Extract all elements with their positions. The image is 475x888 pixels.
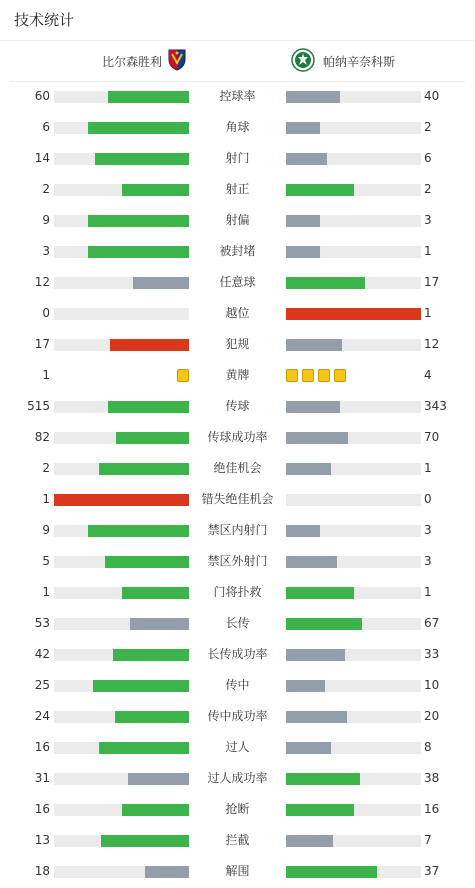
home-stat-value: 25 bbox=[34, 678, 50, 692]
home-stat-value: 1 bbox=[42, 492, 50, 506]
away-stat-value: 1 bbox=[424, 244, 432, 258]
home-stat-value: 6 bbox=[42, 120, 50, 134]
away-stat-bar bbox=[286, 835, 421, 847]
home-stat-value: 3 bbox=[42, 244, 50, 258]
away-stat-bar-fill bbox=[286, 618, 362, 630]
stat-label: 传中成功率 bbox=[207, 709, 268, 723]
away-stat-bar bbox=[286, 618, 421, 630]
away-stat-value: 33 bbox=[424, 647, 440, 661]
away-stat-bar-fill bbox=[286, 773, 360, 785]
away-team-header[interactable] bbox=[291, 46, 395, 76]
away-stat-value: 1 bbox=[424, 306, 432, 320]
away-stat-bar-fill bbox=[286, 401, 340, 413]
away-stat-value: 38 bbox=[424, 771, 440, 785]
stat-row bbox=[0, 763, 475, 794]
stat-row bbox=[0, 453, 475, 484]
away-stat-bar-fill bbox=[286, 122, 320, 134]
away-stat-bar bbox=[286, 556, 421, 568]
stat-label: 传球成功率 bbox=[207, 430, 268, 444]
home-stat-value: 16 bbox=[34, 740, 50, 754]
home-stat-bar bbox=[54, 277, 189, 289]
home-stat-bar bbox=[54, 432, 189, 444]
away-stat-bar-fill bbox=[286, 184, 354, 196]
away-stat-value: 2 bbox=[424, 120, 432, 134]
home-stat-bar-fill bbox=[115, 711, 189, 723]
home-stat-bar-fill bbox=[110, 339, 189, 351]
home-yellow-cards bbox=[177, 369, 189, 382]
home-stat-bar-fill bbox=[88, 122, 189, 134]
away-stat-bar-fill bbox=[286, 680, 325, 692]
stat-label: 错失绝佳机会 bbox=[201, 492, 274, 506]
away-stat-bar-fill bbox=[286, 835, 333, 847]
home-stat-bar bbox=[54, 618, 189, 630]
home-stat-bar bbox=[54, 339, 189, 351]
stat-row bbox=[0, 174, 475, 205]
stat-label: 控球率 bbox=[219, 89, 256, 103]
home-stat-value: 24 bbox=[34, 709, 50, 723]
away-stat-bar bbox=[286, 680, 421, 692]
stat-row bbox=[0, 205, 475, 236]
away-stat-bar bbox=[286, 215, 421, 227]
away-stat-value: 343 bbox=[424, 399, 447, 413]
stat-row bbox=[0, 298, 475, 329]
home-stat-value: 9 bbox=[42, 213, 50, 227]
home-stat-value: 515 bbox=[27, 399, 50, 413]
home-stat-bar-fill bbox=[116, 432, 189, 444]
home-stat-bar bbox=[54, 401, 189, 413]
stat-label: 解围 bbox=[225, 864, 250, 878]
home-stat-value: 9 bbox=[42, 523, 50, 537]
away-stat-value: 12 bbox=[424, 337, 440, 351]
home-stat-value: 2 bbox=[42, 182, 50, 196]
away-stat-value: 6 bbox=[424, 151, 432, 165]
away-stat-bar-fill bbox=[286, 246, 320, 258]
home-stat-value: 16 bbox=[34, 802, 50, 816]
away-stat-bar-fill bbox=[286, 804, 354, 816]
home-stat-bar bbox=[54, 184, 189, 196]
stats-list bbox=[0, 81, 475, 887]
home-stat-bar bbox=[54, 91, 189, 103]
home-stat-bar-fill bbox=[122, 184, 190, 196]
stat-row bbox=[0, 608, 475, 639]
stat-row bbox=[0, 236, 475, 267]
away-stat-bar bbox=[286, 308, 421, 320]
home-stat-bar bbox=[54, 525, 189, 537]
home-stat-bar bbox=[54, 711, 189, 723]
yellow-card-icon bbox=[177, 369, 189, 382]
away-yellow-cards bbox=[286, 369, 346, 382]
title-divider bbox=[0, 40, 475, 41]
home-stat-value: 13 bbox=[34, 833, 50, 847]
home-stat-bar-fill bbox=[88, 525, 189, 537]
home-stat-value: 1 bbox=[42, 368, 50, 382]
panathinaikos-crest-icon bbox=[291, 48, 315, 75]
yellow-card-icon bbox=[286, 369, 298, 382]
stat-label: 黄牌 bbox=[225, 368, 250, 382]
away-stat-bar bbox=[286, 153, 421, 165]
home-stat-bar bbox=[54, 866, 189, 878]
home-stat-bar-fill bbox=[105, 556, 189, 568]
away-stat-value: 16 bbox=[424, 802, 440, 816]
away-stat-bar-fill bbox=[286, 587, 354, 599]
page-title: 技术统计 bbox=[14, 11, 75, 29]
home-stat-value: 53 bbox=[34, 616, 50, 630]
home-stat-bar-fill bbox=[88, 215, 189, 227]
stat-row bbox=[0, 794, 475, 825]
stat-row bbox=[0, 856, 475, 887]
home-stat-bar bbox=[54, 773, 189, 785]
home-stat-bar-fill bbox=[99, 742, 189, 754]
away-stat-bar bbox=[286, 91, 421, 103]
stat-row bbox=[0, 360, 475, 391]
stat-row bbox=[0, 732, 475, 763]
home-stat-bar-fill bbox=[122, 587, 190, 599]
away-stat-value: 20 bbox=[424, 709, 440, 723]
home-stat-value: 14 bbox=[34, 151, 50, 165]
away-stat-value: 17 bbox=[424, 275, 440, 289]
home-stat-value: 82 bbox=[34, 430, 50, 444]
stat-label: 传中 bbox=[225, 678, 250, 692]
away-stat-value: 1 bbox=[424, 585, 432, 599]
away-stat-bar-fill bbox=[286, 556, 337, 568]
stat-row bbox=[0, 143, 475, 174]
stat-label: 任意球 bbox=[219, 275, 256, 289]
away-stat-value: 37 bbox=[424, 864, 440, 878]
stat-label: 射偏 bbox=[225, 213, 250, 227]
away-stat-bar bbox=[286, 277, 421, 289]
stat-row bbox=[0, 577, 475, 608]
home-stat-value: 2 bbox=[42, 461, 50, 475]
home-stat-bar-fill bbox=[122, 804, 190, 816]
away-stat-bar bbox=[286, 122, 421, 134]
away-stat-value: 0 bbox=[424, 492, 432, 506]
home-stat-bar bbox=[54, 463, 189, 475]
away-stat-bar bbox=[286, 711, 421, 723]
away-stat-value: 3 bbox=[424, 213, 432, 227]
stat-row bbox=[0, 391, 475, 422]
away-stat-value: 3 bbox=[424, 554, 432, 568]
stat-label: 过人成功率 bbox=[207, 771, 268, 785]
home-stat-bar-fill bbox=[145, 866, 189, 878]
away-stat-bar bbox=[286, 432, 421, 444]
home-stat-bar bbox=[54, 308, 189, 320]
away-stat-value: 2 bbox=[424, 182, 432, 196]
stat-row bbox=[0, 825, 475, 856]
home-stat-bar bbox=[54, 246, 189, 258]
away-stat-bar bbox=[286, 401, 421, 413]
home-stat-bar bbox=[54, 742, 189, 754]
stat-label: 抢断 bbox=[225, 802, 250, 816]
stat-row bbox=[0, 81, 475, 112]
away-stat-bar-fill bbox=[286, 742, 331, 754]
away-stat-bar bbox=[286, 494, 421, 506]
stat-label: 门将扑救 bbox=[213, 585, 262, 599]
home-stat-bar bbox=[54, 835, 189, 847]
stat-label: 传球 bbox=[225, 399, 250, 413]
away-stat-bar-fill bbox=[286, 711, 347, 723]
home-stat-value: 31 bbox=[34, 771, 50, 785]
home-stat-bar-fill bbox=[133, 277, 189, 289]
away-stat-value: 3 bbox=[424, 523, 432, 537]
home-stat-value: 1 bbox=[42, 585, 50, 599]
away-stat-bar-fill bbox=[286, 215, 320, 227]
stat-row bbox=[0, 112, 475, 143]
yellow-card-icon bbox=[334, 369, 346, 382]
stat-label: 长传 bbox=[225, 616, 250, 630]
home-stat-bar-fill bbox=[113, 649, 189, 661]
stat-label: 长传成功率 bbox=[207, 647, 268, 661]
stat-row bbox=[0, 546, 475, 577]
home-stat-bar-fill bbox=[99, 463, 189, 475]
away-stat-value: 10 bbox=[424, 678, 440, 692]
stat-label: 角球 bbox=[225, 120, 250, 134]
home-stat-bar bbox=[54, 153, 189, 165]
home-stat-bar bbox=[54, 680, 189, 692]
away-stat-value: 4 bbox=[424, 368, 432, 382]
home-stat-bar bbox=[54, 494, 189, 506]
away-stat-bar bbox=[286, 866, 421, 878]
away-stat-bar bbox=[286, 649, 421, 661]
home-stat-bar-fill bbox=[101, 835, 189, 847]
stat-label: 绝佳机会 bbox=[213, 461, 262, 475]
home-stat-bar bbox=[54, 804, 189, 816]
stat-label: 越位 bbox=[225, 306, 250, 320]
stat-row bbox=[0, 639, 475, 670]
stat-label: 过人 bbox=[225, 740, 250, 754]
yellow-card-icon bbox=[302, 369, 314, 382]
away-stat-bar-fill bbox=[286, 339, 342, 351]
home-stat-bar-fill bbox=[108, 401, 189, 413]
home-stat-bar bbox=[54, 122, 189, 134]
away-stat-bar-fill bbox=[286, 277, 365, 289]
away-stat-bar-fill bbox=[286, 91, 340, 103]
home-stat-bar-fill bbox=[128, 773, 189, 785]
home-stat-value: 12 bbox=[34, 275, 50, 289]
home-stat-bar bbox=[54, 587, 189, 599]
away-stat-bar bbox=[286, 463, 421, 475]
home-stat-value: 17 bbox=[34, 337, 50, 351]
away-stat-bar-fill bbox=[286, 463, 331, 475]
stat-label: 射正 bbox=[225, 182, 250, 196]
viktoria-plzen-crest-icon bbox=[168, 49, 186, 74]
home-stat-bar-fill bbox=[54, 494, 189, 506]
away-stat-value: 67 bbox=[424, 616, 440, 630]
away-stat-bar-fill bbox=[286, 153, 327, 165]
stat-label: 禁区内射门 bbox=[207, 523, 268, 537]
away-stat-bar bbox=[286, 525, 421, 537]
home-stat-value: 0 bbox=[42, 306, 50, 320]
stat-row bbox=[0, 670, 475, 701]
stat-row bbox=[0, 701, 475, 732]
away-team-name: 帕纳辛奈科斯 bbox=[323, 54, 396, 69]
home-stat-bar bbox=[54, 556, 189, 568]
away-stat-bar-fill bbox=[286, 649, 345, 661]
stat-row bbox=[0, 329, 475, 360]
stat-row bbox=[0, 267, 475, 298]
stat-row bbox=[0, 484, 475, 515]
home-stat-bar-fill bbox=[88, 246, 189, 258]
home-stat-bar bbox=[54, 215, 189, 227]
stat-label: 禁区外射门 bbox=[207, 554, 268, 568]
stat-label: 拦截 bbox=[225, 833, 250, 847]
away-stat-bar bbox=[286, 773, 421, 785]
home-stat-bar-fill bbox=[95, 153, 190, 165]
home-stat-bar-fill bbox=[108, 91, 189, 103]
home-stat-value: 18 bbox=[34, 864, 50, 878]
yellow-card-icon bbox=[318, 369, 330, 382]
away-stat-bar bbox=[286, 246, 421, 258]
away-stat-bar-fill bbox=[286, 432, 348, 444]
away-stat-bar bbox=[286, 804, 421, 816]
stat-row bbox=[0, 515, 475, 546]
home-team-name: 比尔森胜利 bbox=[102, 54, 163, 69]
home-team-header[interactable] bbox=[102, 46, 186, 76]
home-stat-value: 5 bbox=[42, 554, 50, 568]
away-stat-value: 1 bbox=[424, 461, 432, 475]
away-stat-value: 7 bbox=[424, 833, 432, 847]
away-stat-bar bbox=[286, 339, 421, 351]
away-stat-value: 8 bbox=[424, 740, 432, 754]
stat-row bbox=[0, 422, 475, 453]
away-stat-value: 70 bbox=[424, 430, 440, 444]
stat-label: 犯规 bbox=[225, 337, 250, 351]
home-stat-bar-fill bbox=[130, 618, 189, 630]
home-stat-bar-fill bbox=[93, 680, 189, 692]
home-stat-value: 60 bbox=[34, 89, 50, 103]
stat-label: 射门 bbox=[225, 151, 250, 165]
away-stat-bar bbox=[286, 742, 421, 754]
away-stat-bar-fill bbox=[286, 525, 320, 537]
away-stat-bar-fill bbox=[286, 308, 421, 320]
away-stat-bar bbox=[286, 587, 421, 599]
stat-label: 被封堵 bbox=[219, 244, 256, 258]
home-stat-value: 42 bbox=[34, 647, 50, 661]
home-stat-bar bbox=[54, 649, 189, 661]
away-stat-bar-fill bbox=[286, 866, 377, 878]
away-stat-bar bbox=[286, 184, 421, 196]
away-stat-value: 40 bbox=[424, 89, 440, 103]
